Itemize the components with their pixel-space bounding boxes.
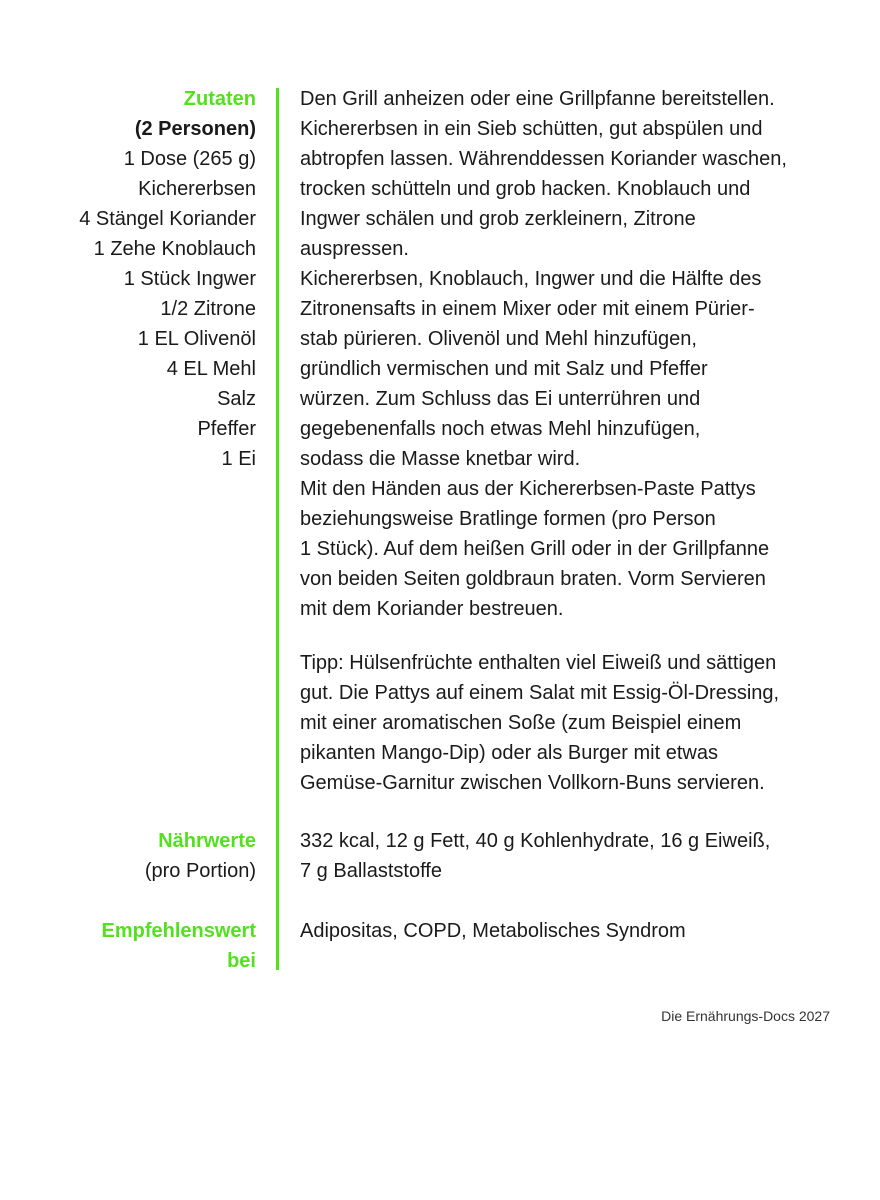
instruction-line: Zitronensafts in einem Mixer oder mit einem Pürier- — [300, 298, 755, 320]
ingredient-item: Pfeffer — [197, 418, 256, 440]
instruction-line: gegebenenfalls noch etwas Mehl hinzufügen, — [300, 418, 701, 440]
ingredient-item: 4 EL Mehl — [166, 358, 256, 380]
instruction-line: 1 Stück). Auf dem heißen Grill oder in der Grillpfanne — [300, 538, 770, 560]
ingredient-item: 1 Dose (265 g) — [123, 148, 256, 170]
servings-label: (2 Personen) — [134, 118, 256, 140]
tip-line: Tipp: Hülsenfrüchte enthalten viel Eiweiß und sättigen — [300, 652, 777, 674]
ingredient-item: 1 EL Olivenöl — [137, 328, 256, 350]
instruction-line: Kichererbsen in ein Sieb schütten, gut abspülen und — [300, 118, 763, 140]
recommended-value: Adipositas, COPD, Metabolisches Syndrom — [300, 920, 686, 942]
ingredient-item: Salz — [217, 388, 256, 410]
nutrition-subheading: (pro Portion) — [144, 860, 256, 882]
instruction-line: mit dem Koriander bestreuen. — [300, 598, 564, 620]
nutrition-line: 332 kcal, 12 g Fett, 40 g Kohlenhydrate, 16 g Eiweiß, — [300, 830, 771, 852]
instruction-line: Kichererbsen, Knoblauch, Ingwer und die Hälfte des — [300, 268, 762, 290]
ingredient-item: Kichererbsen — [138, 178, 256, 200]
instruction-line: würzen. Zum Schluss das Ei unterrühren und — [300, 388, 701, 410]
ingredient-item: 1 Ei — [221, 448, 256, 470]
recommended-label-block — [40, 916, 256, 976]
footer-credit: Die Ernährungs-Docs 2027 — [661, 1008, 830, 1024]
tip-line: pikanten Mango-Dip) oder als Burger mit etwas — [300, 742, 718, 764]
instruction-line: gründlich vermischen und mit Salz und Pfeffer — [300, 358, 708, 380]
instructions-section — [300, 84, 845, 624]
instruction-line: Ingwer schälen und grob zerkleinern, Zitrone — [300, 208, 696, 230]
instruction-line: Den Grill anheizen oder eine Grillpfanne bereitstellen. — [300, 88, 775, 110]
ingredient-item: 1/2 Zitrone — [160, 298, 256, 320]
tip-line: gut. Die Pattys auf einem Salat mit Essig-Öl-Dressing, — [300, 682, 780, 704]
recommended-heading: Empfehlenswert — [101, 920, 256, 942]
recommended-heading-suffix: bei — [227, 950, 256, 972]
instruction-line: trocken schütteln und grob hacken. Knoblauch und — [300, 178, 751, 200]
recommended-values — [300, 916, 845, 946]
accent-divider — [276, 88, 279, 970]
nutrition-line: 7 g Ballaststoffe — [300, 860, 442, 882]
ingredient-item: 1 Stück Ingwer — [123, 268, 256, 290]
nutrition-heading: Nährwerte — [158, 830, 256, 852]
tip-section — [300, 648, 845, 798]
instruction-line: stab pürieren. Olivenöl und Mehl hinzufügen, — [300, 328, 697, 350]
tip-line: Gemüse-Garnitur zwischen Vollkorn-Buns servieren. — [300, 772, 765, 794]
instruction-line: sodass die Masse knetbar wird. — [300, 448, 581, 470]
nutrition-label-block — [40, 826, 256, 886]
ingredient-item: 4 Stängel Koriander — [79, 208, 256, 230]
ingredients-list — [40, 144, 256, 474]
instruction-line: abtropfen lassen. Währenddessen Koriander waschen, — [300, 148, 787, 170]
ingredient-item: 1 Zehe Knoblauch — [93, 238, 256, 260]
instruction-line: beziehungsweise Bratlinge formen (pro Person — [300, 508, 716, 530]
ingredients-section — [40, 84, 256, 474]
instruction-line: von beiden Seiten goldbraun braten. Vorm Servieren — [300, 568, 766, 590]
instruction-line: auspressen. — [300, 238, 409, 260]
tip-line: mit einer aromatischen Soße (zum Beispiel einem — [300, 712, 742, 734]
ingredients-heading: Zutaten — [183, 88, 256, 110]
nutrition-values — [300, 826, 845, 886]
instruction-line: Mit den Händen aus der Kichererbsen-Paste Pattys — [300, 478, 756, 500]
